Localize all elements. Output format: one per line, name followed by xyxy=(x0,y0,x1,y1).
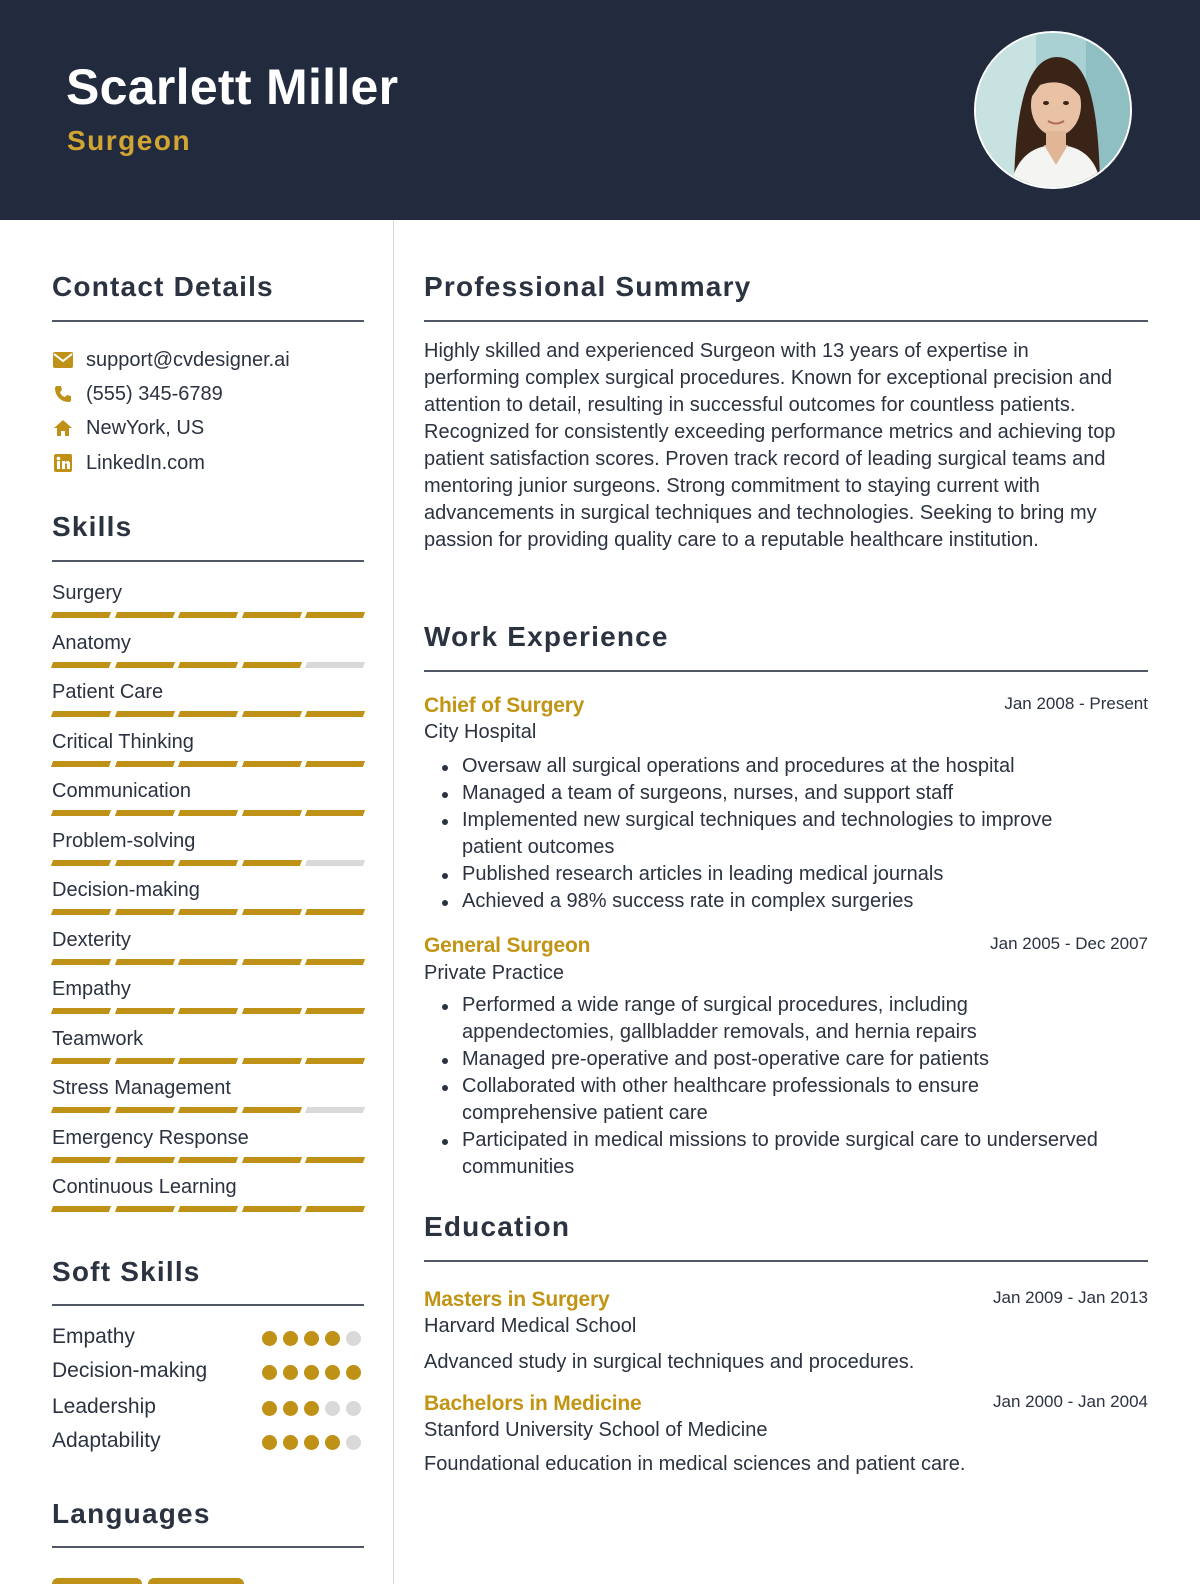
degree-title: Bachelors in Medicine xyxy=(424,1392,642,1415)
skill-level-segment xyxy=(241,959,301,965)
language-badge xyxy=(52,1578,142,1584)
skill-name: Empathy xyxy=(52,978,131,1000)
summary-line: passion for providing quality care to a reputable healthcare institution. xyxy=(424,529,1039,551)
skill-level-segment xyxy=(305,711,365,717)
skill-level-bar xyxy=(52,1058,364,1064)
summary-line: Highly skilled and experienced Surgeon with 13 years of expertise in xyxy=(424,340,1029,362)
contact-divider xyxy=(52,320,364,322)
skill-item xyxy=(52,779,364,827)
skill-name: Teamwork xyxy=(52,1027,144,1050)
skill-level-segment xyxy=(178,1008,238,1014)
skill-level-segment xyxy=(51,1107,111,1113)
contact-phone-text: (555) 345-6789 xyxy=(86,382,223,405)
skill-level-segment xyxy=(114,860,174,866)
job-org: City Hospital xyxy=(424,721,537,743)
skill-level-segment xyxy=(178,1107,238,1113)
avatar xyxy=(974,31,1132,189)
skill-level-bar xyxy=(52,1206,364,1212)
skill-level-segment xyxy=(241,909,301,915)
skill-name: Critical Thinking xyxy=(52,730,194,753)
skill-level-bar xyxy=(52,810,364,816)
skill-level-segment xyxy=(51,711,111,717)
skill-name: Communication xyxy=(52,780,191,802)
job-bullet: Collaborated with other healthcare professionals to ensure comprehensive patient care xyxy=(424,1073,1148,1127)
skill-level-bar xyxy=(52,959,364,965)
skill-level-segment xyxy=(305,612,365,618)
education-title: Education xyxy=(424,1211,571,1242)
skill-level-segment xyxy=(178,860,238,866)
skill-level-segment xyxy=(51,1058,111,1064)
job-bullet: Achieved a 98% success rate in complex surgeries xyxy=(424,888,1148,915)
candidate-role: Surgeon xyxy=(67,125,192,156)
rating-dot xyxy=(283,1401,298,1416)
contact-email-text: support@cvdesigner.ai xyxy=(86,348,290,371)
profile-photo xyxy=(976,33,1132,189)
skill-level-segment xyxy=(51,909,111,915)
job-bullets xyxy=(424,753,1148,915)
skill-name: Surgery xyxy=(52,582,123,604)
skill-level-segment xyxy=(51,860,111,866)
rating-dot xyxy=(262,1435,277,1450)
rating-dot xyxy=(325,1331,340,1346)
skill-name: Anatomy xyxy=(52,631,131,654)
rating-dot xyxy=(262,1365,277,1380)
skill-level-segment xyxy=(51,761,111,767)
home-icon xyxy=(52,417,74,439)
rating-dot xyxy=(325,1365,340,1380)
skill-level-segment xyxy=(114,1008,174,1014)
job-bullets xyxy=(424,992,1148,1181)
skill-item xyxy=(52,631,364,679)
skill-level-segment xyxy=(241,1107,301,1113)
job-bullet: Oversaw all surgical operations and procedures at the hospital xyxy=(424,753,1148,780)
soft-skill-name: Adaptability xyxy=(52,1429,161,1452)
skill-level-segment xyxy=(178,612,238,618)
skill-level-bar xyxy=(52,1157,364,1163)
skill-item xyxy=(52,977,364,1025)
soft-skill-rating xyxy=(262,1435,367,1450)
skill-item xyxy=(52,1076,364,1124)
job-bullet: Published research articles in leading medical journals xyxy=(424,861,1148,888)
skill-level-segment xyxy=(51,1206,111,1212)
rating-dot xyxy=(304,1365,319,1380)
skill-item xyxy=(52,1027,364,1075)
linkedin-icon xyxy=(52,452,74,474)
school-name: Harvard Medical School xyxy=(424,1315,637,1337)
skill-level-segment xyxy=(241,860,301,866)
skill-level-segment xyxy=(241,1058,301,1064)
rating-dot xyxy=(304,1331,319,1346)
job-bullet: Managed pre-operative and post-operative care for patients xyxy=(424,1046,1148,1073)
phone-icon xyxy=(52,383,74,405)
skill-level-segment xyxy=(178,662,238,668)
skill-item xyxy=(52,878,364,926)
skill-level-segment xyxy=(305,1157,365,1163)
skill-level-segment xyxy=(305,1206,365,1212)
skill-level-bar xyxy=(52,1107,364,1113)
skill-level-segment xyxy=(178,909,238,915)
job-dates: Jan 2008 - Present xyxy=(1004,694,1148,713)
skill-level-bar xyxy=(52,612,364,618)
skill-level-segment xyxy=(305,1008,365,1014)
candidate-name: Scarlett Miller xyxy=(66,59,399,115)
skill-level-segment xyxy=(51,1157,111,1163)
soft-skill-name: Leadership xyxy=(52,1395,156,1418)
skill-level-segment xyxy=(51,1008,111,1014)
skill-level-segment xyxy=(305,810,365,816)
contact-linkedin[interactable] xyxy=(52,449,205,477)
skill-level-segment xyxy=(305,761,365,767)
languages-divider xyxy=(52,1546,364,1548)
rating-dot xyxy=(346,1365,361,1380)
rating-dot xyxy=(304,1401,319,1416)
skill-level-segment xyxy=(51,810,111,816)
skill-name: Problem-solving xyxy=(52,829,196,852)
degree-title: Masters in Surgery xyxy=(424,1288,610,1311)
skill-level-segment xyxy=(114,1206,174,1212)
skill-name: Dexterity xyxy=(52,928,131,951)
skill-level-segment xyxy=(241,1206,301,1212)
skill-item xyxy=(52,581,364,629)
skill-item xyxy=(52,1175,364,1223)
contact-location-text: NewYork, US xyxy=(86,416,205,439)
soft-skill-rating xyxy=(262,1365,367,1380)
job-title: Chief of Surgery xyxy=(424,694,585,717)
skill-level-segment xyxy=(178,959,238,965)
job-bullet: Managed a team of surgeons, nurses, and support staff xyxy=(424,780,1148,807)
skill-level-segment xyxy=(114,959,174,965)
rating-dot xyxy=(325,1401,340,1416)
skill-level-segment xyxy=(241,1008,301,1014)
skill-level-segment xyxy=(178,1206,238,1212)
soft-skills-divider xyxy=(52,1304,364,1306)
skill-level-bar xyxy=(52,662,364,668)
experience-title: Work Experience xyxy=(424,621,669,652)
rating-dot xyxy=(325,1435,340,1450)
summary-line: advancements in surgical techniques and technologies. Seeking to bring my xyxy=(424,502,1097,524)
skill-level-segment xyxy=(114,810,174,816)
skill-name: Emergency Response xyxy=(52,1126,249,1149)
skill-level-segment xyxy=(305,909,365,915)
rating-dot xyxy=(346,1435,361,1450)
skill-level-segment xyxy=(114,909,174,915)
job-bullet: Participated in medical missions to provide surgical care to underserved communities xyxy=(424,1127,1148,1181)
language-badge xyxy=(148,1578,244,1584)
skill-level-segment xyxy=(114,662,174,668)
languages-title: Languages xyxy=(52,1498,211,1529)
degree-dates: Jan 2009 - Jan 2013 xyxy=(992,1288,1148,1307)
skills-title: Skills xyxy=(52,511,133,542)
degree-description: Advanced study in surgical techniques and procedures. xyxy=(424,1351,915,1373)
skill-name: Stress Management xyxy=(52,1077,231,1099)
summary-line: performing complex surgical procedures. Known for exceptional precision and xyxy=(424,367,1113,389)
skill-level-segment xyxy=(305,860,365,866)
rating-dot xyxy=(283,1435,298,1450)
skill-level-segment xyxy=(51,612,111,618)
skill-level-segment xyxy=(305,662,365,668)
skill-level-segment xyxy=(241,761,301,767)
skill-level-segment xyxy=(114,761,174,767)
summary-line: mentoring junior surgeons. Strong commitment to staying current with xyxy=(424,475,1040,497)
contact-linkedin-text: LinkedIn.com xyxy=(86,451,205,474)
rating-dot xyxy=(304,1435,319,1450)
job-bullet: Performed a wide range of surgical procedures, including appendectomies, gallbladder removals, and hernia repairs xyxy=(424,992,1148,1046)
contact-location xyxy=(52,414,204,442)
skills-divider xyxy=(52,560,364,562)
skill-level-segment xyxy=(305,1107,365,1113)
skill-level-segment xyxy=(114,1157,174,1163)
job-org: Private Practice xyxy=(424,962,565,984)
job-title: General Surgeon xyxy=(424,934,591,957)
skill-level-segment xyxy=(51,662,111,668)
skill-level-segment xyxy=(241,1157,301,1163)
skill-level-bar xyxy=(52,1008,364,1014)
skill-item xyxy=(52,1126,364,1174)
skill-level-bar xyxy=(52,711,364,717)
skill-level-segment xyxy=(305,1058,365,1064)
skill-level-segment xyxy=(51,959,111,965)
soft-skill-name: Empathy xyxy=(52,1325,135,1348)
education-divider xyxy=(424,1260,1148,1262)
skill-level-segment xyxy=(241,810,301,816)
skill-level-bar xyxy=(52,761,364,767)
rating-dot xyxy=(262,1401,277,1416)
skill-level-segment xyxy=(305,959,365,965)
contact-title: Contact Details xyxy=(52,271,274,302)
skill-item xyxy=(52,829,364,877)
skill-level-bar xyxy=(52,860,364,866)
experience-divider xyxy=(424,670,1148,672)
degree-description: Foundational education in medical sciences and patient care. xyxy=(424,1453,966,1475)
contact-email[interactable] xyxy=(52,346,290,374)
contact-phone[interactable] xyxy=(52,380,223,408)
skill-name: Patient Care xyxy=(52,681,164,703)
rating-dot xyxy=(283,1365,298,1380)
envelope-icon xyxy=(52,349,74,371)
skill-level-segment xyxy=(178,810,238,816)
soft-skill-item xyxy=(52,1395,364,1423)
skill-item xyxy=(52,680,364,728)
skill-item xyxy=(52,928,364,976)
skill-level-segment xyxy=(114,612,174,618)
skill-level-segment xyxy=(241,612,301,618)
job-bullet: Implemented new surgical techniques and technologies to improve patient outcomes xyxy=(424,807,1148,861)
skill-level-bar xyxy=(52,909,364,915)
soft-skill-item xyxy=(52,1359,364,1387)
summary-line: attention to detail, resulting in successful outcomes for countless patients. xyxy=(424,394,1076,416)
summary-text xyxy=(424,338,1148,554)
skill-item xyxy=(52,730,364,778)
soft-skill-rating xyxy=(262,1331,367,1346)
soft-skill-item xyxy=(52,1325,364,1353)
skill-name: Decision-making xyxy=(52,879,200,901)
summary-line: Recognized for consistently exceeding performance metrics and achieving top xyxy=(424,421,1116,443)
rating-dot xyxy=(346,1331,361,1346)
skill-level-segment xyxy=(241,711,301,717)
rating-dot xyxy=(283,1331,298,1346)
summary-title: Professional Summary xyxy=(424,271,752,302)
school-name: Stanford University School of Medicine xyxy=(424,1419,768,1441)
soft-skills-title: Soft Skills xyxy=(52,1256,201,1287)
job-dates: Jan 2005 - Dec 2007 xyxy=(990,934,1148,953)
resume-header xyxy=(0,0,1200,220)
skill-name: Continuous Learning xyxy=(52,1176,237,1198)
soft-skill-name: Decision-making xyxy=(52,1359,208,1382)
skill-level-segment xyxy=(178,711,238,717)
soft-skill-rating xyxy=(262,1401,367,1416)
skill-level-segment xyxy=(178,1157,238,1163)
degree-dates: Jan 2000 - Jan 2004 xyxy=(992,1392,1148,1411)
skill-level-segment xyxy=(178,1058,238,1064)
skill-level-segment xyxy=(114,1107,174,1113)
skill-level-segment xyxy=(114,1058,174,1064)
rating-dot xyxy=(346,1401,361,1416)
soft-skill-item xyxy=(52,1429,364,1457)
rating-dot xyxy=(262,1331,277,1346)
column-divider xyxy=(393,220,394,1584)
summary-line: patient satisfaction scores. Proven track record of leading surgical teams and xyxy=(424,448,1106,470)
skill-level-segment xyxy=(114,711,174,717)
skill-level-segment xyxy=(241,662,301,668)
skill-level-segment xyxy=(178,761,238,767)
summary-divider xyxy=(424,320,1148,322)
